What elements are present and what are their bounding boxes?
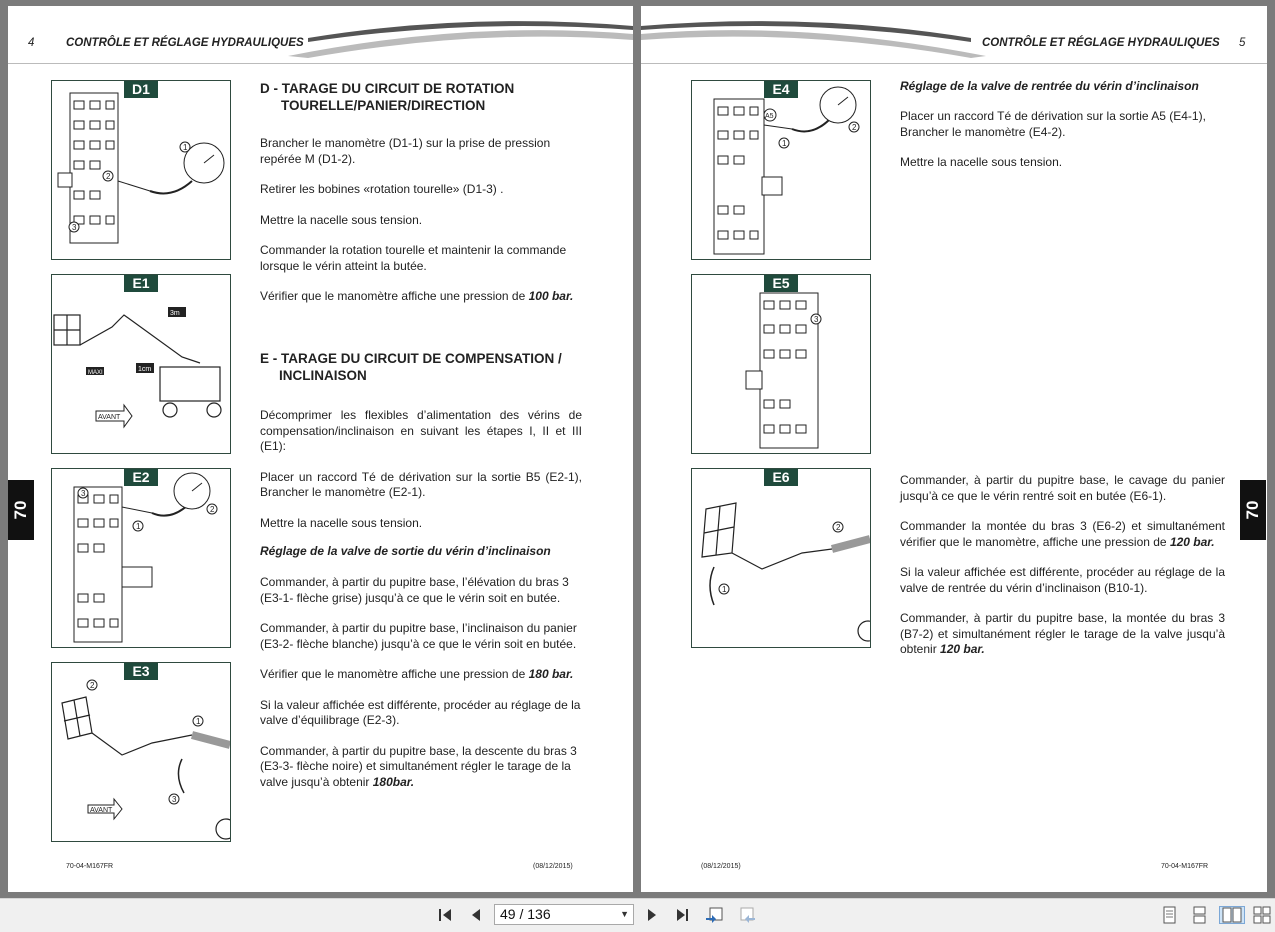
aerial-platform-diagram [52,275,230,453]
svg-text:1: 1 [183,143,188,152]
svg-text:3: 3 [172,795,177,804]
page-number: 4 [28,37,35,49]
header-rule [8,63,633,64]
previous-view-icon[interactable] [703,905,727,925]
chapter-tab: 70 [8,480,34,540]
viewer-toolbar [0,898,1275,932]
continuous-facing-view-icon[interactable] [1252,906,1272,924]
svg-text:2: 2 [106,172,111,181]
figure-label: E3 [124,663,158,680]
figure-label: E2 [124,469,158,486]
facing-view-icon[interactable] [1219,906,1245,924]
footer-doc-ref: 70-04-M167FR [66,863,114,870]
hydraulic-block-diagram [692,275,870,453]
svg-text:1: 1 [782,139,787,148]
figure-d1 [51,80,231,260]
figure-label: E5 [764,275,798,292]
figure-label: E1 [124,275,158,292]
tag-3m: 3m [170,310,180,317]
figure-e2 [51,468,231,648]
footer-doc-ref: 70-04-M167FR [1161,863,1209,870]
figure-label: E6 [764,469,798,486]
figure-label: D1 [124,81,158,98]
svg-text:1: 1 [136,522,141,531]
svg-text:2: 2 [852,123,857,132]
svg-text:1: 1 [722,585,727,594]
next-page-icon[interactable] [642,905,662,925]
svg-text:3: 3 [72,223,77,232]
document-page-right [641,6,1267,892]
svg-text:2: 2 [90,681,95,690]
hydraulic-block-diagram [52,81,230,259]
footer-date: (08/12/2015) [533,863,573,870]
section-e-intro: Décomprimer les flexibles d’alimentation des vérins de compensation/inclinaison en suivant les étapes I, II et III (E1): Placer un raccord Té de dérivation sur la sortie B5 (E2-1), Brancher le manomètre (E2-1). Mettre la nacelle sous tension. [260,408,582,530]
last-page-icon[interactable] [672,905,692,925]
e6-body: Commander, à partir du pupitre base, le cavage du panier jusqu’à ce que le vérin rentré soit en butée (E6-1). Commander la montée du bras 3 (E6-2) et simultanément vérifier que le manomètre, affiche une pression de 120 bar. Si la valeur affichée est différente, procéder au réglage de la valve de rentrée du vérin d’inclinaison (B10-1). Commander, à partir du pupitre base, la montée du bras 3 (B7-2) et simultanément régler le tarage de la valve jusqu’à obtenir 120 bar. [900,473,1225,656]
hydraulic-block-diagram [692,81,870,259]
sub-section-title: Réglage de la valve de sortie du vérin d’inclinaison [260,544,551,558]
svg-text:3: 3 [814,315,819,324]
header-swoosh [641,6,1267,66]
section-e-body: Commander, à partir du pupitre base, l’élévation du bras 3 (E3-1- flèche grise) jusqu’à ce que le vérin soit en butée. Commander, à partir du pupitre base, l’inclinaison du panier (E3-2- flèche blanche) jusqu’à ce que le vérin soit en butée. Vérifier que le manomètre affiche une pression de 180 bar. Si la valeur affichée est différente, procéder au réglage de la valve d’équilibrage (E2-3). Commander, à partir du pupitre base, la descente du bras 3 (E3-3- flèche noire) et simultanément régler le tarage de la valve jusqu’à obtenir 180bar. [260,575,581,789]
continuous-view-icon[interactable] [1190,906,1210,924]
prev-page-icon[interactable] [466,905,486,925]
footer-date: (08/12/2015) [701,863,741,870]
chapter-tab: 70 [1240,480,1266,540]
page-header-title: CONTRÔLE ET RÉGLAGE HYDRAULIQUES [66,37,304,49]
aerial-platform-diagram [692,469,870,647]
svg-text:2: 2 [210,505,215,514]
port-label: A5 [765,113,774,120]
single-page-view-icon[interactable] [1160,906,1180,924]
figure-e3 [51,662,231,842]
section-e-title: E - TARAGE DU CIRCUIT DE COMPENSATION / INCLINAISON [260,351,562,383]
section-d-title: D - TARAGE DU CIRCUIT DE ROTATION TOURELLE/PANIER/DIRECTION [260,81,515,113]
page-number-input[interactable]: 49 / 136 ▼ [494,904,634,925]
figure-e4 [691,80,871,260]
document-page-left [8,6,633,892]
section-d-body: Brancher le manomètre (D1-1) sur la prise de pression repérée M (D1-2). Retirer les bobines «rotation tourelle» (D1-3) . Mettre la nacelle sous tension. Commander la rotation tourelle et maintenir la commande lorsque le vérin atteint la butée. Vérifier que le manomètre affiche une pression de 100 bar. [260,136,574,303]
tag-1cm: 1cm [138,366,152,373]
figure-e6 [691,468,871,648]
header-rule [641,63,1267,64]
sub-section-title: Réglage de la valve de rentrée du vérin d’inclinaison [900,79,1199,93]
first-page-icon[interactable] [436,905,456,925]
arrow-avant-label: AVANT [90,807,113,814]
figure-e1 [51,274,231,454]
arrow-avant-label: AVANT [98,414,121,421]
page-header-title: CONTRÔLE ET RÉGLAGE HYDRAULIQUES [982,37,1220,49]
hydraulic-block-diagram [52,469,230,647]
tag-maxi: MAXI [88,370,103,376]
svg-text:3: 3 [81,489,86,498]
figure-e5 [691,274,871,454]
chevron-down-icon[interactable]: ▼ [620,909,629,919]
e4-body: Placer un raccord Té de dérivation sur la sortie A5 (E4-1), Brancher le manomètre (E4-2). Mettre la nacelle sous tension. [900,109,1206,169]
header-swoosh [8,6,633,66]
svg-text:2: 2 [836,523,841,532]
next-view-icon[interactable] [734,905,758,925]
figure-label: E4 [764,81,798,98]
page-number: 5 [1239,37,1246,49]
svg-text:1: 1 [196,717,201,726]
aerial-platform-diagram [52,663,230,841]
